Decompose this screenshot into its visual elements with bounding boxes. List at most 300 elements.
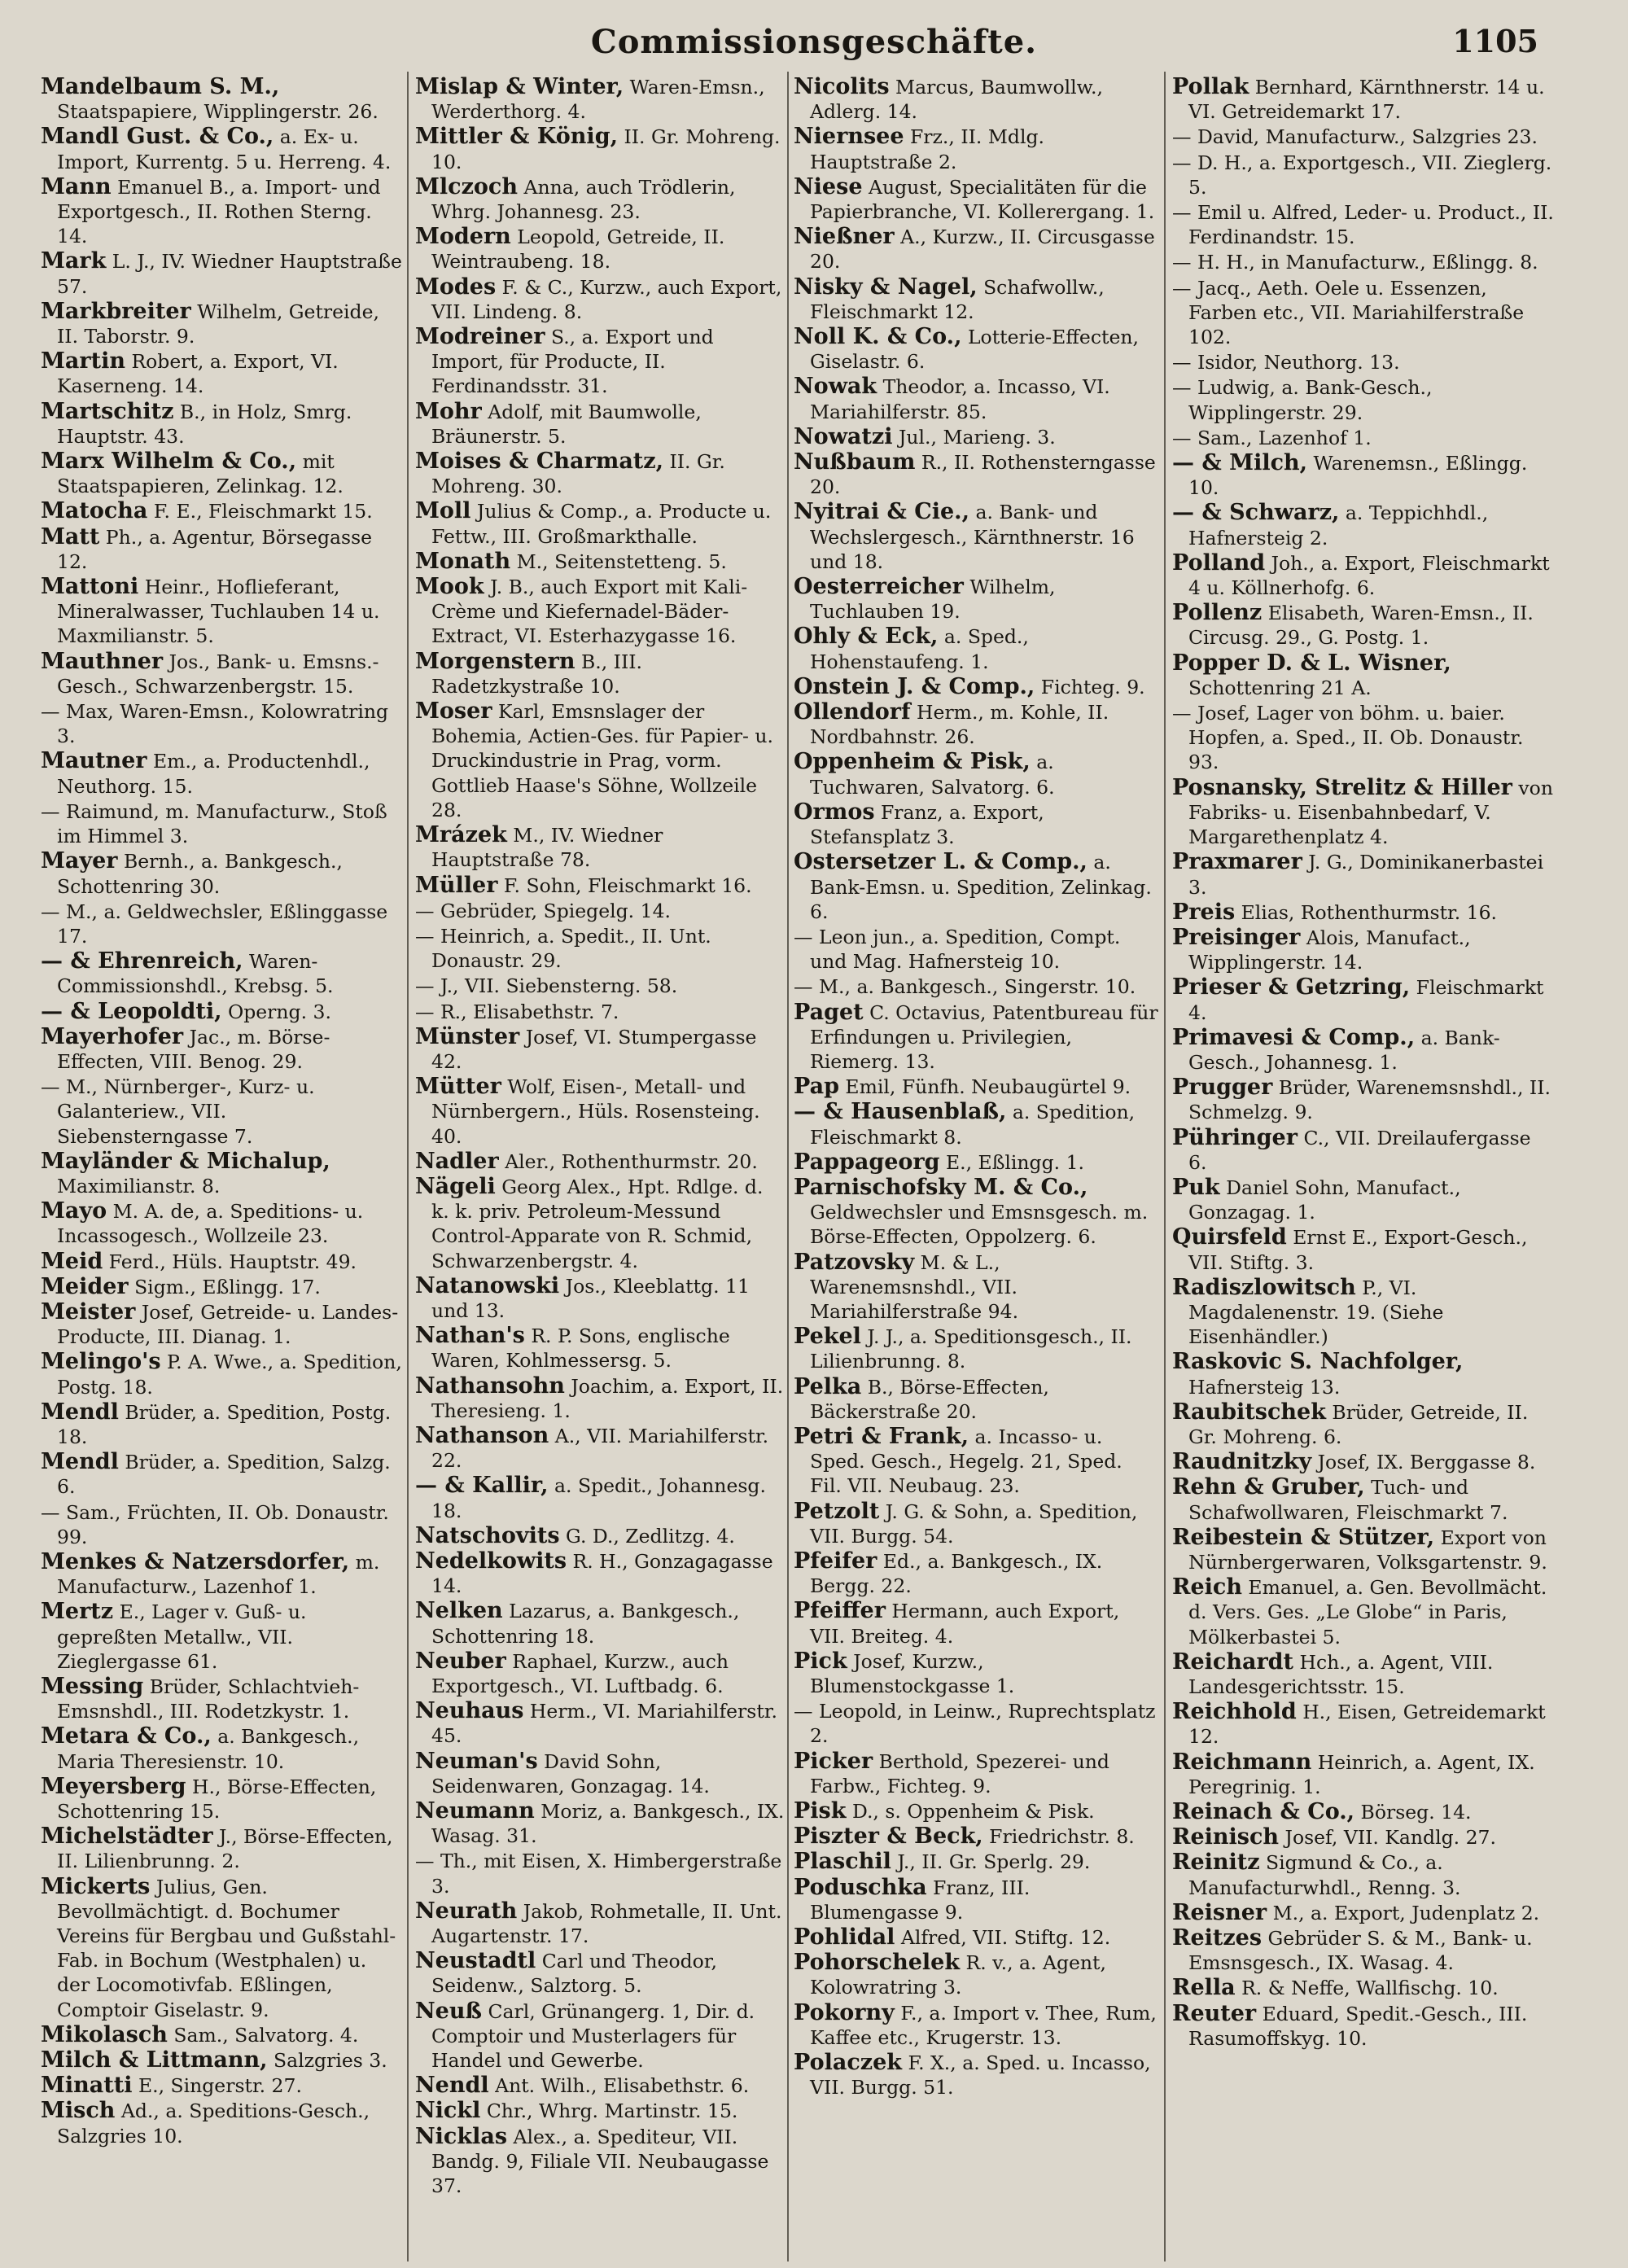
entry-details: M., Seitenstetteng. 5. <box>510 549 727 573</box>
directory-entry <box>41 1199 403 1248</box>
directory-entry <box>41 1250 403 1274</box>
entry-details: Ant. Wilh., Elisabethstr. 6. <box>488 2074 750 2098</box>
entry-details: Georg Alex., Hpt. Rdlge. d. k. k. priv. Petroleum-Messund Control-Apparate von R. Schmid, Schwarzenbergstr. 4. <box>431 1175 764 1272</box>
directory-entry <box>41 349 403 398</box>
directory-entry <box>1172 1976 1555 2000</box>
entry-name: Oppenheim & Pisk, <box>794 749 1031 775</box>
entry-details: Staatspapiere, Wipplingerstr. 26. <box>57 100 379 124</box>
directory-entry <box>415 400 786 449</box>
entry-details: Carl, Grünangerg. 1, Dir. d. Comptoir und Musterlagers für Handel und Gewerbe. <box>431 1999 755 2073</box>
entry-details: — D. H., a. Exportgesch., VII. Zieglerg. 5. <box>1172 151 1552 199</box>
directory-entry <box>415 1599 786 1648</box>
directory-entry <box>41 1025 403 1074</box>
entry-details: M. A. de, a. Speditions- u. Incassogesch., Wollzeile 23. <box>57 1200 364 1248</box>
entry-details: E., Eßlingg. 1. <box>939 1150 1085 1174</box>
directory-entry <box>794 1250 1158 1324</box>
directory-entry <box>41 499 403 523</box>
column-4 <box>1172 75 1555 2257</box>
entry-details: Emanuel B., a. Import- und Exportgesch., II. Rothen Sterng. 14. <box>57 175 381 248</box>
entry-details: a. Sped., Hohenstaufeng. 1. <box>810 625 1029 673</box>
entry-details: Josef, Kurzw., Blumenstockgasse 1. <box>810 1649 1015 1697</box>
directory-entry <box>794 1925 1158 1950</box>
entry-details: Marcus, Baumwollw., Adlerg. 14. <box>810 76 1103 124</box>
directory-entry <box>794 1699 1158 1748</box>
directory-entry <box>41 1724 403 1773</box>
directory-entry <box>1172 250 1555 274</box>
entry-name: Modreiner <box>415 324 545 350</box>
entry-details: F. & C., Kurzw., auch Export, VII. Lindeng. 8. <box>431 275 782 323</box>
entry-name: Münster <box>415 1023 520 1049</box>
entry-name: Pap <box>794 1074 839 1100</box>
entry-name: Neuber <box>415 1648 506 1674</box>
entry-details: Wilhelm, Getreide, II. Taborstr. 9. <box>57 300 379 348</box>
directory-entry <box>41 949 403 998</box>
entry-details: Julius, Gen. Bevollmächtigt. d. Bochumer Vereins für Bergbau und Gußstahl-Fab. in Bochum (Westphalen) u. der Locomotivfab. Eßlingen, Comptoir Giselastr. 9. <box>57 1875 396 2021</box>
directory-entry <box>415 1649 786 1698</box>
entry-name: Nicolits <box>794 75 890 99</box>
directory-entry <box>41 699 403 748</box>
directory-entry <box>794 2001 1158 2050</box>
entry-name: Nyitrai & Cie., <box>794 499 969 525</box>
entry-details: Frz., II. Mdlg. Hauptstraße 2. <box>810 125 1044 173</box>
entry-name: Nießner <box>794 224 895 250</box>
directory-entry <box>794 1324 1158 1373</box>
entry-name: Metara & Co., <box>41 1723 212 1749</box>
entry-details: J., Börse-Effecten, II. Lilienbrunng. 2. <box>57 1825 393 1873</box>
entry-name: Mattoni <box>41 574 139 600</box>
directory-entry <box>41 749 403 798</box>
entry-name: Natanowski <box>415 1272 560 1298</box>
entry-details: Leopold, Getreide, II. Weintraubeng. 18. <box>431 225 725 274</box>
entry-name: Pokorny <box>794 1999 895 2025</box>
directory-entry <box>415 549 786 574</box>
entry-name: Reinitz <box>1172 1850 1260 1876</box>
entry-name: Michelstädter <box>41 1824 213 1850</box>
directory-entry <box>415 1799 786 1848</box>
directory-entry <box>415 899 786 923</box>
directory-entry <box>794 1951 1158 1999</box>
entry-details: — R., Elisabethstr. 7. <box>415 1000 619 1023</box>
entry-name: Neustadtl <box>415 1948 536 1974</box>
entry-details: — Leopold, in Leinw., Ruprechtsplatz 2. <box>794 1700 1156 1748</box>
directory-entry <box>1172 1475 1555 1524</box>
entry-details: Alfred, VII. Stiftg. 12. <box>895 1926 1111 1950</box>
directory-entry <box>794 500 1158 574</box>
entry-name: Mütter <box>415 1074 501 1100</box>
entry-details: Waren-Emsn., Werderthorg. 4. <box>431 76 765 124</box>
page-header <box>0 18 1628 67</box>
entry-details: Franz, a. Export, Stefansplatz 3. <box>810 800 1044 849</box>
entry-details: F. X., a. Sped. u. Incasso, VII. Burgg. 51. <box>810 2051 1151 2099</box>
entry-details: Jul., Marieng. 3. <box>892 425 1056 449</box>
column-2 <box>415 75 786 2257</box>
entry-name: Pohlidal <box>794 1924 895 1951</box>
entry-details: F., a. Import v. Thee, Rum, Kaffee etc., Krugerstr. 13. <box>810 2001 1157 2049</box>
directory-entry <box>794 1824 1158 1849</box>
entry-details: Lotterie-Effecten, Giselastr. 6. <box>810 326 1139 374</box>
entry-details: Elisabeth, Waren-Emsn., II. Circusg. 29., G. Postg. 1. <box>1188 602 1534 650</box>
directory-entry <box>41 1675 403 1723</box>
directory-entry <box>1172 1901 1555 1925</box>
entry-name: — & Milch, <box>1172 450 1308 476</box>
entry-name: Mandl Gust. & Co., <box>41 124 274 150</box>
directory-entry <box>415 125 786 173</box>
entry-name: Rehn & Gruber, <box>1172 1474 1365 1500</box>
entry-name: Monath <box>415 548 511 574</box>
entry-name: Oesterreicher <box>794 574 964 600</box>
directory-entry <box>1172 375 1555 424</box>
directory-entry <box>41 525 403 574</box>
entry-name: Pick <box>794 1648 847 1674</box>
directory-entry <box>794 675 1158 699</box>
entry-details: — H. H., in Manufacturw., Eßlingg. 8. <box>1172 251 1538 274</box>
entry-details: Elias, Rothenthurmstr. 16. <box>1235 900 1498 924</box>
entry-details: C. Octavius, Patentbureau für Erfindungen u. Privilegien, Riemerg. 13. <box>810 1000 1158 1073</box>
directory-entry <box>415 575 786 649</box>
directory-entry <box>794 325 1158 374</box>
entry-name: Martin <box>41 348 125 374</box>
entry-name: Neuhaus <box>415 1698 524 1724</box>
directory-entry <box>415 1424 786 1473</box>
entry-name: Patzovsky <box>794 1249 915 1275</box>
directory-entry <box>41 1400 403 1449</box>
directory-entry <box>415 1899 786 1948</box>
directory-entry <box>41 1275 403 1299</box>
entry-details: a. Incasso- u. Sped. Gesch., Hegelg. 21, Sped. Fil. VII. Neubaug. 23. <box>810 1425 1123 1498</box>
entry-details: II. Gr. Mohreng. 10. <box>431 125 781 173</box>
entry-name: Raskovic S. Nachfolger, <box>1172 1349 1464 1375</box>
entry-details: Ad., a. Speditions-Gesch., Salzgries 10. <box>57 2099 370 2148</box>
entry-details: Emanuel, a. Gen. Bevollmächt. d. Vers. Ges. „Le Globe“ in Paris, Mölkerbastei 5. <box>1188 1576 1547 1648</box>
entry-details: Hch., a. Agent, VIII. Landesgerichtsstr. 15. <box>1188 1650 1494 1698</box>
directory-entry <box>41 799 403 848</box>
directory-entry <box>1172 1350 1555 1399</box>
column-1 <box>41 75 403 2257</box>
entry-details: Heinr., Hoflieferant, Mineralwasser, Tuchlauben 14 u. Maxmilianstr. 5. <box>57 576 380 648</box>
entry-details: Operng. 3. <box>221 1000 331 1023</box>
directory-entry <box>1172 276 1555 350</box>
entry-name: Pühringer <box>1172 1124 1298 1150</box>
entry-details: — Sam., Lazenhof 1. <box>1172 426 1372 449</box>
entry-details: Bernh., a. Bankgesch., Schottenring 30. <box>57 850 343 898</box>
directory-entry <box>41 1450 403 1499</box>
entry-name: Primavesi & Comp., <box>1172 1024 1416 1050</box>
entry-name: Neuman's <box>415 1748 538 1774</box>
entry-name: Mendl <box>41 1399 119 1425</box>
directory-entry <box>1172 2002 1555 2051</box>
entry-details: Karl, Emsnslager der Bohemia, Actien-Ges. für Papier- u. Druckindustrie in Prag, vorm. Gottlieb Haase's Söhne, Wollzeile 28. <box>431 700 773 821</box>
directory-entry <box>41 2023 403 2047</box>
entry-details: Aler., Rothenthurmstr. 20. <box>498 1149 758 1173</box>
entry-details: R. H., Gonzagagasse 14. <box>431 1549 773 1598</box>
entry-details: P., VI. Magdalenenstr. 19. (Siehe Eisenhändler.) <box>1188 1276 1444 1349</box>
entry-details: — Gebrüder, Spiegelg. 14. <box>415 899 671 922</box>
entry-name: Reichmann <box>1172 1749 1312 1775</box>
entry-name: Menkes & Natzersdorfer, <box>41 1548 350 1574</box>
directory-entry <box>794 850 1158 924</box>
directory-entry <box>415 325 786 399</box>
entry-name: Mrázek <box>415 822 507 848</box>
directory-entry <box>41 1824 403 1873</box>
entry-details: — Ludwig, a. Bank-Gesch., Wipplingerstr. 29. <box>1172 376 1433 424</box>
entry-name: Pollak <box>1172 75 1249 99</box>
entry-name: Neumann <box>415 1798 535 1824</box>
directory-entry <box>41 2073 403 2098</box>
entry-name: Pfeifer <box>794 1548 877 1574</box>
directory-entry <box>41 300 403 348</box>
entry-details: L. J., IV. Wiedner Hauptstraße 57. <box>57 250 402 298</box>
entry-name: Nelken <box>415 1598 503 1624</box>
entry-name: Messing <box>41 1674 144 1699</box>
entry-name: Mandelbaum S. M., <box>41 75 280 99</box>
directory-entry <box>794 1850 1158 1874</box>
column-3 <box>794 75 1158 2257</box>
directory-entry <box>1172 1526 1555 1574</box>
entry-details: Brüder, a. Spedition, Postg. 18. <box>57 1400 392 1448</box>
entry-details: — Th., mit Eisen, X. Himbergerstraße 3. <box>415 1850 782 1898</box>
entry-details: Raphael, Kurzw., auch Exportgesch., VI. Luftbadg. 6. <box>431 1649 729 1697</box>
entry-details: Carl und Theodor, Seidenw., Salztorg. 5. <box>431 1950 717 1998</box>
entry-name: Picker <box>794 1748 873 1774</box>
directory-entry <box>1172 1700 1555 1749</box>
directory-entry <box>794 374 1158 423</box>
entry-details: Ph., a. Agentur, Börsegasse 12. <box>57 525 373 573</box>
directory-entry <box>415 1025 786 1074</box>
entry-details: Wilhelm, Tuchlauben 19. <box>810 576 1056 624</box>
directory-entry <box>415 1999 786 2073</box>
directory-entry <box>415 1075 786 1149</box>
directory-entry <box>1172 1400 1555 1449</box>
directory-entry <box>1172 125 1555 149</box>
entry-name: Mautner <box>41 748 147 774</box>
directory-entry <box>794 1000 1158 1075</box>
entry-name: Polland <box>1172 549 1266 576</box>
entry-name: Nadler <box>415 1148 499 1174</box>
entry-details: A., VII. Mariahilferstr. 22. <box>431 1424 769 1473</box>
directory-entry <box>794 1749 1158 1798</box>
entry-details: Moriz, a. Bankgesch., IX. Wasag. 31. <box>431 1800 785 1848</box>
directory-entry <box>415 1524 786 1548</box>
entry-name: Raubitschek <box>1172 1399 1326 1425</box>
entry-name: Mohr <box>415 398 482 424</box>
entry-name: Posnansky, Strelitz & Hiller <box>1172 774 1512 800</box>
directory-entry <box>41 1775 403 1824</box>
directory-entry <box>41 1075 403 1149</box>
directory-entry <box>415 823 786 872</box>
entry-details: Brüder, Getreide, II. Gr. Mohreng. 6. <box>1188 1400 1529 1448</box>
entry-name: — & Ehrenreich, <box>41 948 243 974</box>
entry-name: Nickl <box>415 2098 481 2124</box>
entry-name: Modern <box>415 224 511 250</box>
entry-details: — J., VII. Siebensterng. 58. <box>415 974 678 998</box>
entry-details: — Isidor, Neuthorg. 13. <box>1172 351 1400 374</box>
entry-name: Preis <box>1172 899 1236 925</box>
entry-details: Herm., m. Kohle, II. Nordbahnstr. 26. <box>810 701 1109 749</box>
entry-name: Reichardt <box>1172 1648 1294 1675</box>
page-title: Commissionsgeschäfte. <box>590 23 1038 61</box>
entry-details: Herm., VI. Mariahilferstr. 45. <box>431 1700 777 1748</box>
directory-entry <box>1172 1450 1555 1474</box>
entry-details: Josef, VII. Kandlg. 27. <box>1279 1826 1496 1850</box>
directory-entry <box>794 1599 1158 1648</box>
entry-name: Mayer <box>41 848 118 874</box>
entry-name: Popper D. & L. Wisner, <box>1172 650 1451 676</box>
directory-entry <box>1172 1575 1555 1649</box>
directory-entry <box>1172 900 1555 925</box>
entry-details: A., Kurzw., II. Circusgasse 20. <box>810 225 1155 274</box>
directory-entry <box>415 175 786 224</box>
entry-details: E., Lager v. Guß- u. gepreßten Metallw., VII. Zieglergasse 61. <box>57 1600 307 1673</box>
directory-entry <box>794 1425 1158 1499</box>
entry-name: Minatti <box>41 2073 133 2099</box>
entry-name: Paget <box>794 999 864 1025</box>
entry-name: Puk <box>1172 1174 1220 1200</box>
entry-details: Sam., Salvatorg. 4. <box>167 2023 359 2047</box>
directory-entry <box>1172 1026 1555 1075</box>
entry-details: — Leon jun., a. Spedition, Compt. und Mag. Hafnersteig 10. <box>794 925 1121 974</box>
entry-name: Reichhold <box>1172 1699 1297 1725</box>
entry-details: Schafwollw., Fleischmarkt 12. <box>810 275 1105 323</box>
entry-details: — Josef, Lager von böhm. u. baier. Hopfen, a. Sped., II. Ob. Donaustr. 93. <box>1172 702 1524 774</box>
directory-entry <box>415 1274 786 1323</box>
entry-name: Moll <box>415 498 471 524</box>
entry-name: Rella <box>1172 1975 1236 2001</box>
directory-entry <box>41 1300 403 1349</box>
directory-entry <box>41 2048 403 2073</box>
directory-entry <box>1172 1825 1555 1850</box>
entry-details: Geldwechsler und Emsnsgesch. m. Börse-Effecten, Oppolzerg. 6. <box>810 1201 1149 1249</box>
entry-details: H., Börse-Effecten, Schottenring 15. <box>57 1775 377 1824</box>
entry-name: Matocha <box>41 498 148 524</box>
entry-name: Meyersberg <box>41 1773 186 1799</box>
entry-details: J., II. Gr. Sperlg. 29. <box>891 1850 1091 1874</box>
entry-details: Friedrichstr. 8. <box>982 1825 1135 1849</box>
directory-entry <box>415 1949 786 1998</box>
entry-details: M. & L., Warenemsnshdl., VII. Mariahilferstraße 94. <box>810 1250 1019 1323</box>
directory-entry <box>415 1549 786 1598</box>
entry-name: Nedelkowits <box>415 1548 567 1574</box>
entry-details: Franz, III. Blumengasse 9. <box>810 1876 1031 1924</box>
entry-details: — M., a. Bankgesch., Singerstr. 10. <box>794 975 1136 999</box>
entry-details: D., s. Oppenheim & Pisk. <box>846 1800 1095 1824</box>
entry-name: Reich <box>1172 1574 1242 1600</box>
directory-entry <box>1172 1650 1555 1699</box>
entry-details: Theodor, a. Incasso, VI. Mariahilferstr. 85. <box>810 375 1110 423</box>
entry-name: Pekel <box>794 1324 861 1350</box>
entry-name: Ostersetzer L. & Comp., <box>794 849 1088 875</box>
directory-entry <box>415 924 786 973</box>
entry-details: Jakob, Rohmetalle, II. Unt. Augartenstr. 17. <box>431 1899 782 1948</box>
entry-name: Neurath <box>415 1898 518 1924</box>
entry-name: Poduschka <box>794 1874 927 1900</box>
entry-details: M., IV. Wiedner Hauptstraße 78. <box>431 824 663 872</box>
entry-details: Ernst E., Export-Gesch., VII. Stiftg. 3. <box>1188 1226 1528 1274</box>
entry-name: Mikolasch <box>41 2021 168 2047</box>
entry-details: Brüder, Warenemsnshdl., II. Schmelzg. 9. <box>1188 1076 1551 1124</box>
entry-details: Börseg. 14. <box>1354 1801 1472 1824</box>
entry-details: Jos., Kleeblattg. 11 und 13. <box>431 1274 750 1322</box>
directory-entry <box>415 1749 786 1798</box>
entry-details: Alois, Manufact., Wipplingerstr. 14. <box>1188 926 1471 974</box>
entry-name: Mayerhofer <box>41 1023 184 1049</box>
entry-details: von Fabriks- u. Eisenbahnbedarf, V. Margarethenplatz 4. <box>1188 776 1553 849</box>
directory-entry <box>41 1000 403 1024</box>
entry-name: Ormos <box>794 799 875 825</box>
entry-name: Nathanson <box>415 1422 549 1448</box>
directory-entry <box>1172 850 1555 899</box>
entry-name: Mickerts <box>41 1873 151 1899</box>
directory-entry <box>794 1176 1158 1250</box>
directory-entry <box>794 275 1158 324</box>
entry-details: R. & Neffe, Wallfischg. 10. <box>1235 1977 1499 2000</box>
entry-details: R., II. Rothensterngasse 20. <box>810 451 1156 499</box>
directory-entry <box>794 624 1158 673</box>
directory-entry <box>794 1150 1158 1175</box>
entry-details: Bernhard, Kärnthnerstr. 14 u. VI. Getreidemarkt 17. <box>1188 76 1545 124</box>
directory-entry <box>41 1149 403 1198</box>
entry-name: Mook <box>415 574 484 600</box>
directory-entry <box>41 849 403 898</box>
entry-details: Gebrüder S. & M., Bank- u. Emsnsgesch., IX. Wasag. 4. <box>1188 1927 1533 1975</box>
entry-name: Radiszlowitsch <box>1172 1274 1356 1300</box>
entry-details: C., VII. Dreilaufergasse 6. <box>1188 1126 1531 1174</box>
directory-entry <box>415 1699 786 1748</box>
entry-details: Josef, Getreide- u. Landes-Producte, III. Dianag. 1. <box>57 1300 399 1349</box>
entry-name: Mendl <box>41 1449 119 1475</box>
directory-entry <box>415 2099 786 2123</box>
entry-name: Plaschil <box>794 1849 891 1875</box>
entry-details: Chr., Whrg. Martinstr. 15. <box>480 2099 738 2123</box>
directory-entry <box>415 225 786 274</box>
entry-name: Nisky & Nagel, <box>794 274 978 300</box>
entry-details: Fleischmarkt 4. <box>1188 976 1544 1024</box>
entry-details: Maximilianstr. 8. <box>57 1174 221 1197</box>
entry-name: Prugger <box>1172 1075 1273 1101</box>
entry-details: Wolf, Eisen-, Metall- und Nürnbergern., Hüls. Rosensteing. 40. <box>431 1075 760 1148</box>
entry-name: Reinisch <box>1172 1824 1280 1850</box>
entry-details: — Emil u. Alfred, Leder- u. Product., II. Ferdinandstr. 15. <box>1172 201 1554 249</box>
entry-name: Parnischofsky M. & Co., <box>794 1174 1088 1200</box>
entry-name: Niese <box>794 173 863 199</box>
directory-entry <box>794 425 1158 449</box>
directory-entry <box>415 1473 786 1522</box>
entry-name: Nägeli <box>415 1173 496 1199</box>
entry-name: Nußbaum <box>794 449 916 475</box>
entry-details: a. Spedition, Fleischmarkt 8. <box>810 1101 1136 1149</box>
entry-details: a. Bank-Emsn. u. Spedition, Zelinkag. 6. <box>810 851 1152 923</box>
directory-entry <box>1172 701 1555 775</box>
entry-name: Mertz <box>41 1599 114 1625</box>
entry-details: Josef, IX. Berggasse 8. <box>1311 1451 1536 1474</box>
entry-name: Mauthner <box>41 648 164 674</box>
entry-details: — Raimund, m. Manufacturw., Stoß im Himmel 3. <box>41 799 387 848</box>
entry-name: Piszter & Beck, <box>794 1824 983 1850</box>
entry-name: Ollendorf <box>794 699 911 725</box>
entry-name: Onstein J. & Comp., <box>794 673 1035 699</box>
directory-entry <box>794 2051 1158 2099</box>
directory-entry <box>1172 501 1555 549</box>
entry-details: August, Specialitäten für die Papierbranche, VI. Kollerergang. 1. <box>810 175 1155 224</box>
entry-name: Morgenstern <box>415 648 575 674</box>
entry-details: — David, Manufacturw., Salzgries 23. <box>1172 125 1538 149</box>
entry-details: Berthold, Spezerei- und Farbw., Fichteg. 9. <box>810 1749 1109 1797</box>
entry-details: G. D., Zedlitzg. 4. <box>559 1524 735 1548</box>
entry-details: J. G. & Sohn, a. Spedition, VII. Burgg. 54. <box>810 1500 1138 1548</box>
entry-name: Moser <box>415 698 492 725</box>
column-divider <box>1164 72 1166 2261</box>
entry-name: Nathansohn <box>415 1373 565 1399</box>
directory-entry <box>1172 200 1555 249</box>
